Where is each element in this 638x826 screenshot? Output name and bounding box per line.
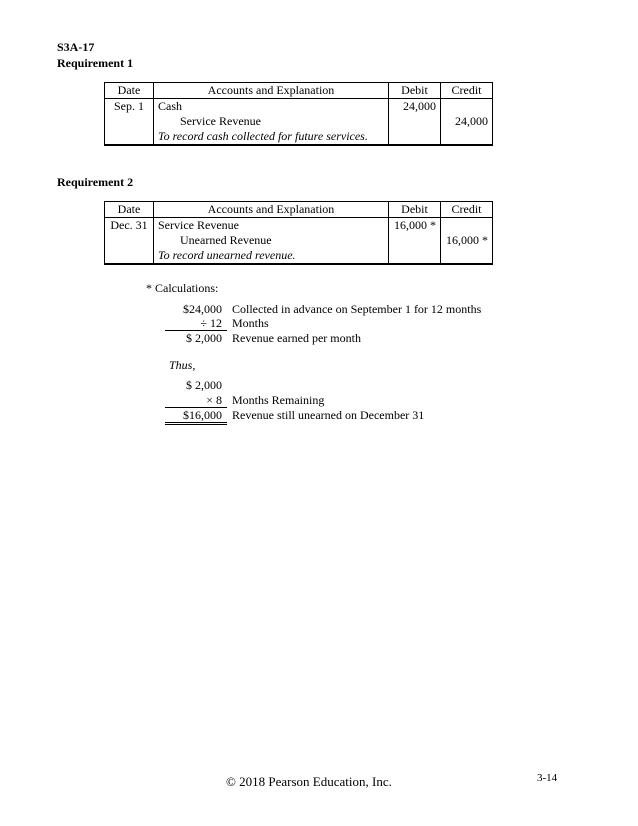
requirement-2-heading: Requirement 2 — [57, 175, 134, 189]
journal-entry-table-1 — [104, 82, 493, 146]
problem-id: S3A-17 — [57, 40, 95, 54]
calc-label-6: Revenue still unearned on December 31 — [232, 408, 425, 422]
debit-account: Cash — [158, 99, 182, 113]
entry-date: Sep. 1 — [105, 99, 154, 146]
col-accounts: Accounts and Explanation — [154, 202, 389, 218]
calc-amount-2: ÷ 12 — [200, 316, 222, 330]
total-double-underline — [165, 422, 227, 425]
col-debit: Debit — [389, 202, 441, 218]
credit-account: Unearned Revenue — [180, 233, 272, 247]
table-row — [105, 99, 493, 146]
calc-amount-5: × 8 — [206, 393, 222, 407]
calc-amount-6: $16,000 — [183, 408, 222, 422]
credit-amount: 16,000 * — [441, 218, 493, 265]
page-number: 3-14 — [537, 772, 558, 784]
credit-amount: 24,000 — [441, 99, 493, 146]
calc-label-3: Revenue earned per month — [232, 331, 361, 345]
col-credit: Credit — [441, 83, 493, 99]
calc-amount-4: $ 2,000 — [186, 378, 222, 392]
journal-entry-table-2 — [104, 201, 493, 265]
copyright-footer: © 2018 Pearson Education, Inc. — [226, 774, 392, 789]
calc-label-1: Collected in advance on September 1 for 12 months — [232, 302, 482, 316]
calc-label-2: Months — [232, 316, 269, 330]
table-header-row — [105, 202, 493, 218]
credit-account: Service Revenue — [180, 114, 261, 128]
thus-label: Thus, — [169, 358, 196, 372]
col-debit: Debit — [389, 83, 441, 99]
entry-date: Dec. 31 — [105, 218, 154, 265]
calc-label-5: Months Remaining — [232, 393, 325, 407]
col-accounts: Accounts and Explanation — [154, 83, 389, 99]
debit-amount: 24,000 — [389, 99, 441, 146]
entry-accounts — [154, 99, 389, 146]
entry-accounts — [154, 218, 389, 265]
debit-account: Service Revenue — [158, 218, 239, 232]
debit-amount: 16,000 * — [389, 218, 441, 265]
calculations-heading: * Calculations: — [146, 281, 219, 295]
col-date: Date — [105, 202, 154, 218]
table-row — [105, 218, 493, 265]
col-credit: Credit — [441, 202, 493, 218]
calc-amount-3: $ 2,000 — [186, 331, 222, 345]
calc-amount-1: $24,000 — [183, 302, 222, 316]
requirement-1-heading: Requirement 1 — [57, 56, 134, 70]
col-date: Date — [105, 83, 154, 99]
table-header-row — [105, 83, 493, 99]
entry-explanation: To record unearned revenue. — [158, 248, 296, 262]
entry-explanation: To record cash collected for future services. — [158, 129, 368, 143]
